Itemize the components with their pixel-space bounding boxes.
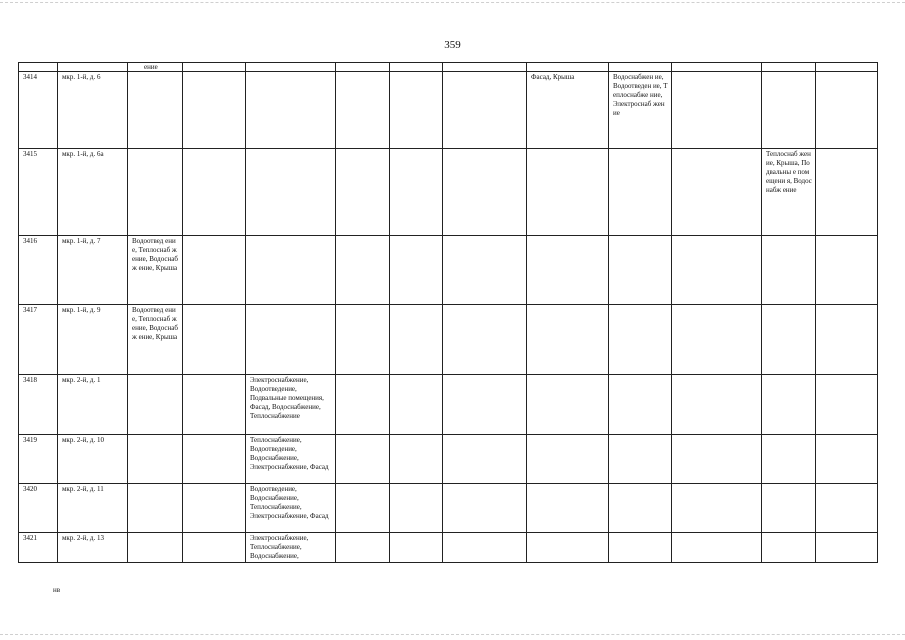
works-cell	[128, 375, 183, 435]
table-row	[19, 533, 878, 563]
row-address: мкр. 2-й, д. 13	[58, 533, 128, 563]
works-cell	[128, 72, 183, 149]
table-row	[19, 149, 878, 236]
works-cell: Водоотвед ение, Теплоснаб жение, Водоснабж ение, Крыша	[128, 305, 183, 375]
works-cell: Водоотвед ение, Теплоснаб жение, Водоснабж ение, Крыша	[128, 236, 183, 305]
row-address: мкр. 2-й, д. 11	[58, 484, 128, 533]
works-cell	[128, 435, 183, 484]
row-number: 3414	[19, 72, 58, 149]
works-cell: Водоотведение, Водоснабжение, Теплоснабжение, Электроснабжение, Фасад	[246, 484, 336, 533]
works-cell	[527, 435, 609, 484]
works-cell: Электроснабжение, Теплоснабжение, Водоснабжение,	[246, 533, 336, 563]
works-cell	[527, 305, 609, 375]
table-row	[19, 375, 878, 435]
table-row	[19, 435, 878, 484]
works-cell	[527, 149, 609, 236]
row-address: мкр. 1-й, д. 6а	[58, 149, 128, 236]
works-cell	[609, 435, 672, 484]
works-cell	[762, 484, 816, 533]
works-cell	[762, 305, 816, 375]
works-cell	[527, 375, 609, 435]
row-number: 3417	[19, 305, 58, 375]
works-cell	[246, 305, 336, 375]
row-number: 3419	[19, 435, 58, 484]
works-cell	[609, 533, 672, 563]
table-row	[19, 484, 878, 533]
works-cell	[609, 149, 672, 236]
works-cell: Водоснабжен ие, Водоотведен ие, Теплоснабже ние, Электроснаб жение	[609, 72, 672, 149]
works-cell	[246, 72, 336, 149]
header-fragment: ение	[128, 63, 183, 72]
works-cell	[609, 484, 672, 533]
footer-mark: нв	[53, 586, 61, 594]
row-number: 3421	[19, 533, 58, 563]
works-cell	[527, 533, 609, 563]
works-cell	[128, 149, 183, 236]
row-address: мкр. 1-й, д. 6	[58, 72, 128, 149]
works-cell	[762, 435, 816, 484]
works-cell: Теплоснаб жение, Крыша, Подвальны е помещени я, Водоснабж ение	[762, 149, 816, 236]
scan-top-edge	[0, 2, 905, 3]
works-cell	[128, 533, 183, 563]
works-cell	[527, 236, 609, 305]
row-address: мкр. 1-й, д. 9	[58, 305, 128, 375]
works-cell	[762, 375, 816, 435]
row-number: 3420	[19, 484, 58, 533]
works-cell	[609, 375, 672, 435]
row-address: мкр. 1-й, д. 7	[58, 236, 128, 305]
scan-bottom-edge	[0, 634, 905, 635]
works-cell: Теплоснабжение, Водоотведение, Водоснабжение, Электроснабжение, Фасад	[246, 435, 336, 484]
row-number: 3416	[19, 236, 58, 305]
works-cell	[246, 149, 336, 236]
table-row	[19, 72, 878, 149]
works-cell	[609, 305, 672, 375]
works-cell	[609, 236, 672, 305]
table-row	[19, 236, 878, 305]
row-number: 3415	[19, 149, 58, 236]
register-table	[18, 62, 878, 563]
works-cell	[128, 484, 183, 533]
works-cell: Фасад, Крыша	[527, 72, 609, 149]
page-number: 359	[444, 39, 461, 51]
works-cell	[246, 236, 336, 305]
row-number: 3418	[19, 375, 58, 435]
header-continuation-row	[19, 63, 878, 72]
row-address: мкр. 2-й, д. 1	[58, 375, 128, 435]
works-cell	[762, 72, 816, 149]
row-address: мкр. 2-й, д. 10	[58, 435, 128, 484]
works-cell: Электроснабжение, Водоотведение, Подвальные помещения, Фасад, Водоснабжение, Теплоснабжение	[246, 375, 336, 435]
works-cell	[527, 484, 609, 533]
works-cell	[762, 533, 816, 563]
table-row	[19, 305, 878, 375]
works-cell	[762, 236, 816, 305]
